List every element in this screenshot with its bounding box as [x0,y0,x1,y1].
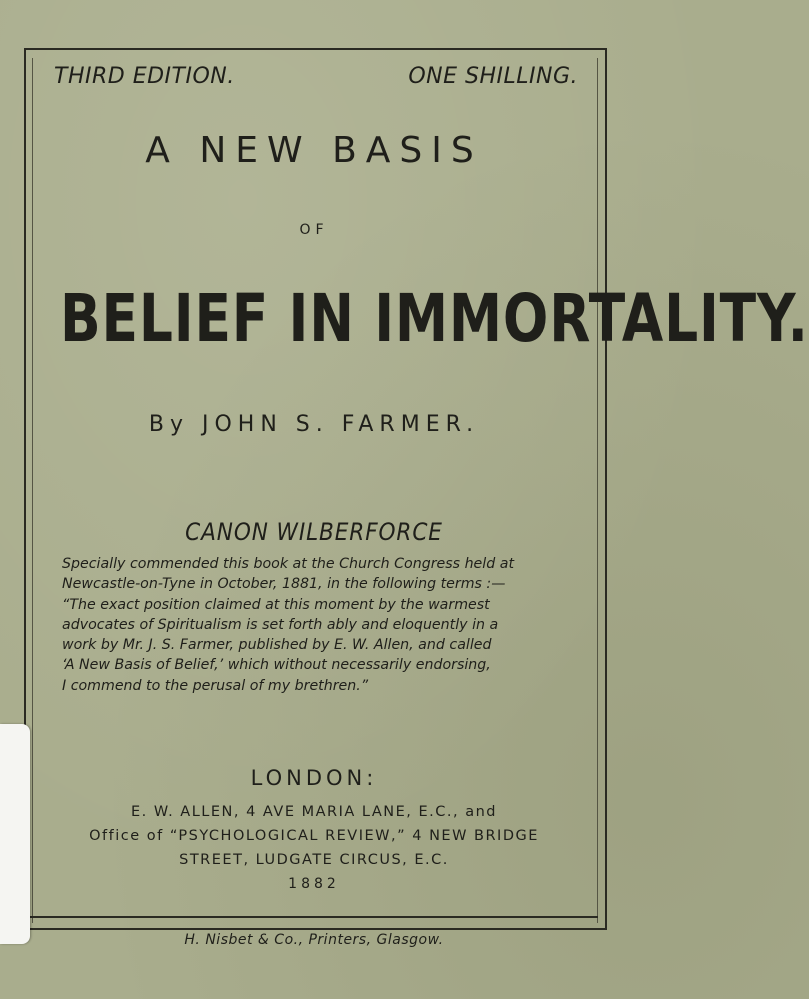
title-line-2: BELIEF IN IMMORTALITY. [60,280,809,357]
endorsement-heading: CANON WILBERFORCE [185,518,443,546]
edition-label: THIRD EDITION. [54,64,235,89]
quote-line: advocates of Spiritualism is set forth ably and eloquently in a [62,616,499,633]
quote-line: ‘A New Basis of Belief,’ which without necessarily endorsing, [62,657,491,674]
imprint-line-3: STREET, LUDGATE CIRCUS, E.C. [179,852,449,868]
title-connector: OF [299,222,329,238]
title-line-1: A NEW BASIS [145,130,483,171]
page-tab [0,724,30,944]
imprint-city: LONDON: [250,766,378,790]
author-byline: By JOHN S. FARMER. [148,412,480,437]
imprint-line-1: E. W. ALLEN, 4 AVE MARIA LANE, E.C., and [131,804,497,820]
endorsement-quote [62,554,562,696]
quote-line: work by Mr. J. S. Farmer, published by E. W. Allen, and called [62,637,492,654]
bottom-rule [28,916,598,918]
quote-line: I commend to the perusal of my brethren.” [62,677,369,694]
imprint-year: 1882 [288,876,340,892]
quote-line: Specially commended this book at the Church Congress held at [62,556,515,572]
imprint-line-2: Office of “PSYCHOLOGICAL REVIEW,” 4 NEW BRIDGE [89,828,539,844]
quote-line: Newcastle-on-Tyne in October, 1881, in the following terms :— [62,576,506,593]
price-label: ONE SHILLING. [408,64,578,89]
printer-credit: H. Nisbet & Co., Printers, Glasgow. [184,932,444,948]
inner-border [32,58,598,923]
quote-line: “The exact position claimed at this moment by the warmest [62,596,490,613]
